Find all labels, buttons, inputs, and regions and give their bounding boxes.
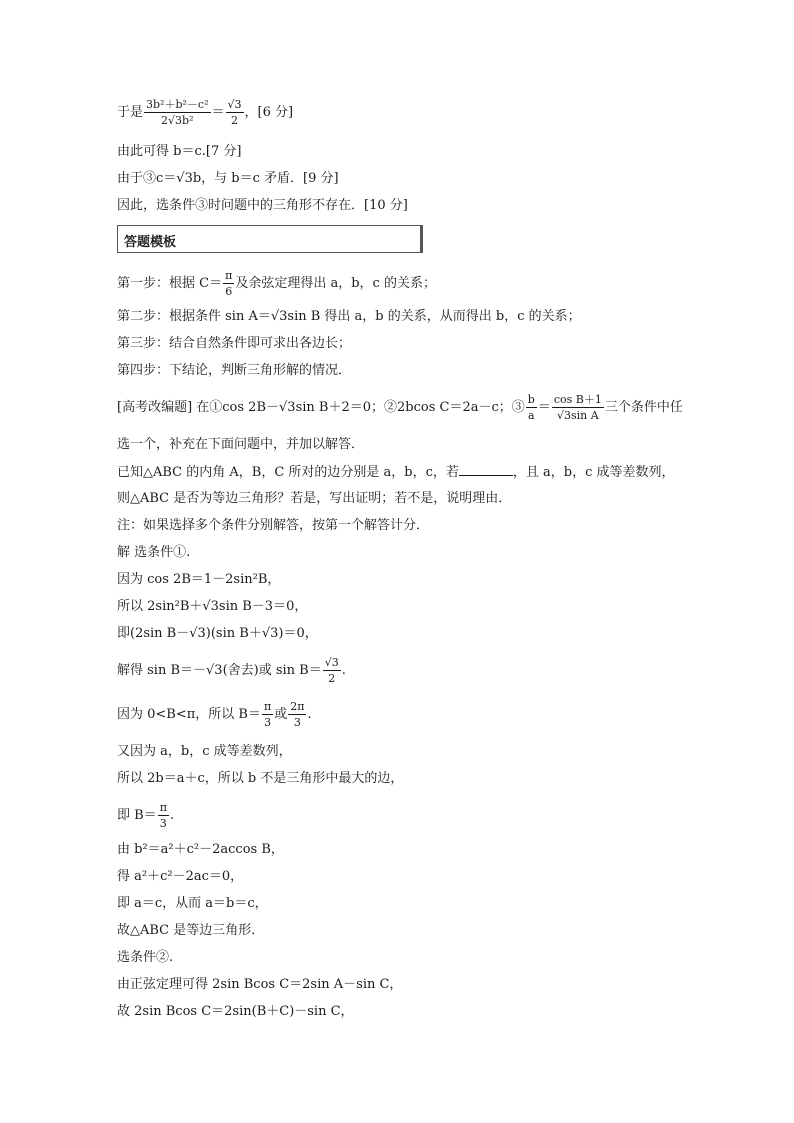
answer-line-13: 故△ABC 是等边三角形． xyxy=(117,923,265,938)
answer-line-14: 选条件②. xyxy=(117,950,174,965)
line-2: 由此可得 b＝c.[7 分] xyxy=(117,144,242,159)
fraction: $\frac{2\pi}{3}$ xyxy=(290,700,305,729)
fraction: $\frac{\text{3b²＋b²－c²}}{\text{2√3b²}}$ xyxy=(146,98,209,127)
question-line-1: [高考改编题] 在①cos 2B－√3sin B＋2＝0；②2bcos C＝2a－c；③ $\frac{b}{a}$ ＝ $\frac{\text{cos B＋1}}{\text{√3sin A}}$ 三个条件中任 xyxy=(117,393,683,422)
answer-line-1: 解 选条件①. xyxy=(117,545,191,560)
step-1: 第一步：根据 C＝ $\frac{\pi}{6}$ 及余弦定理得出 a，b，c 的关系； xyxy=(117,269,436,298)
answer-line-15: 由正弦定理可得 2sin Bcos C＝2sin A－sin C， xyxy=(117,977,403,992)
answer-line-2: 因为 cos 2B＝1－2sin²B， xyxy=(117,572,281,587)
answer-line-16: 故 2sin Bcos C＝2sin(B＋C)－sin C， xyxy=(117,1004,354,1019)
line-4: 因此，选条件③时问题中的三角形不存在．[10 分] xyxy=(117,198,408,213)
step-4: 第四步：下结论，判断三角形解的情况． xyxy=(117,363,352,378)
fraction: $\frac{√3}{2}$ xyxy=(227,98,242,127)
answer-blank xyxy=(459,463,513,476)
question-note: 注：如果选择多个条件分别解答，按第一个解答计分． xyxy=(117,518,430,533)
answer-line-11: 得 a²＋c²－2ac＝0， xyxy=(117,869,244,884)
answer-line-8: 所以 2b＝a＋c，所以 b 不是三角形中最大的边， xyxy=(117,771,404,786)
line-1: 于是 $\frac{\text{3b²＋b²－c²}}{\text{2√3b²}}$ ＝ $\frac{√3}{2}$ ，[6 分] xyxy=(117,98,294,127)
answer-line-6: 因为 0<B<π，所以 B＝ $\frac{\pi}{3}$ 或 $\frac{2\pi}{3}$ . xyxy=(117,700,312,729)
template-box xyxy=(117,225,423,253)
answer-line-5: 解得 sin B＝－√3(舍去)或 sin B＝ $\frac{√3}{2}$ . xyxy=(117,656,346,685)
question-line-3: 已知△ABC 的内角 A，B，C 所对的边分别是 a，b，c，若 ，且 a，b，c 成等差数列， xyxy=(117,465,675,480)
fraction: $\frac{b}{a}$ xyxy=(527,393,535,422)
template-box-title: 答题模板 xyxy=(124,235,177,250)
fraction: $\frac{\pi}{6}$ xyxy=(225,269,233,298)
answer-line-4: 即(2sin B－√3)(sin B＋√3)＝0， xyxy=(117,626,318,641)
answer-line-7: 又因为 a，b，c 成等差数列， xyxy=(117,744,292,759)
answer-line-3: 所以 2sin²B＋√3sin B－3＝0， xyxy=(117,599,308,614)
answer-line-12: 即 a＝c，从而 a＝b＝c， xyxy=(117,896,268,911)
fraction: $\frac{\pi}{3}$ xyxy=(159,801,167,830)
fraction: $\frac{\pi}{3}$ xyxy=(263,700,272,729)
fraction: $\frac{\text{cos B＋1}}{\text{√3sin A}}$ xyxy=(553,393,602,422)
fraction: $\frac{√3}{2}$ xyxy=(324,656,339,685)
answer-line-10: 由 b²＝a²＋c²－2accos B， xyxy=(117,842,284,857)
line-3: 由于③c＝√3b，与 b＝c 矛盾．[9 分] xyxy=(117,171,339,186)
step-3: 第三步：结合自然条件即可求出各边长； xyxy=(117,336,352,351)
question-line-2: 选一个，补充在下面问题中，并加以解答． xyxy=(117,437,365,452)
step-2: 第二步：根据条件 sin A＝√3sin B 得出 a，b 的关系，从而得出 b，c 的关系； xyxy=(117,309,581,324)
question-line-4: 则△ABC 是否为等边三角形？若是，写出证明；若不是，说明理由． xyxy=(117,491,512,506)
answer-line-9: 即 B＝ $\frac{\pi}{3}$ . xyxy=(117,801,175,830)
